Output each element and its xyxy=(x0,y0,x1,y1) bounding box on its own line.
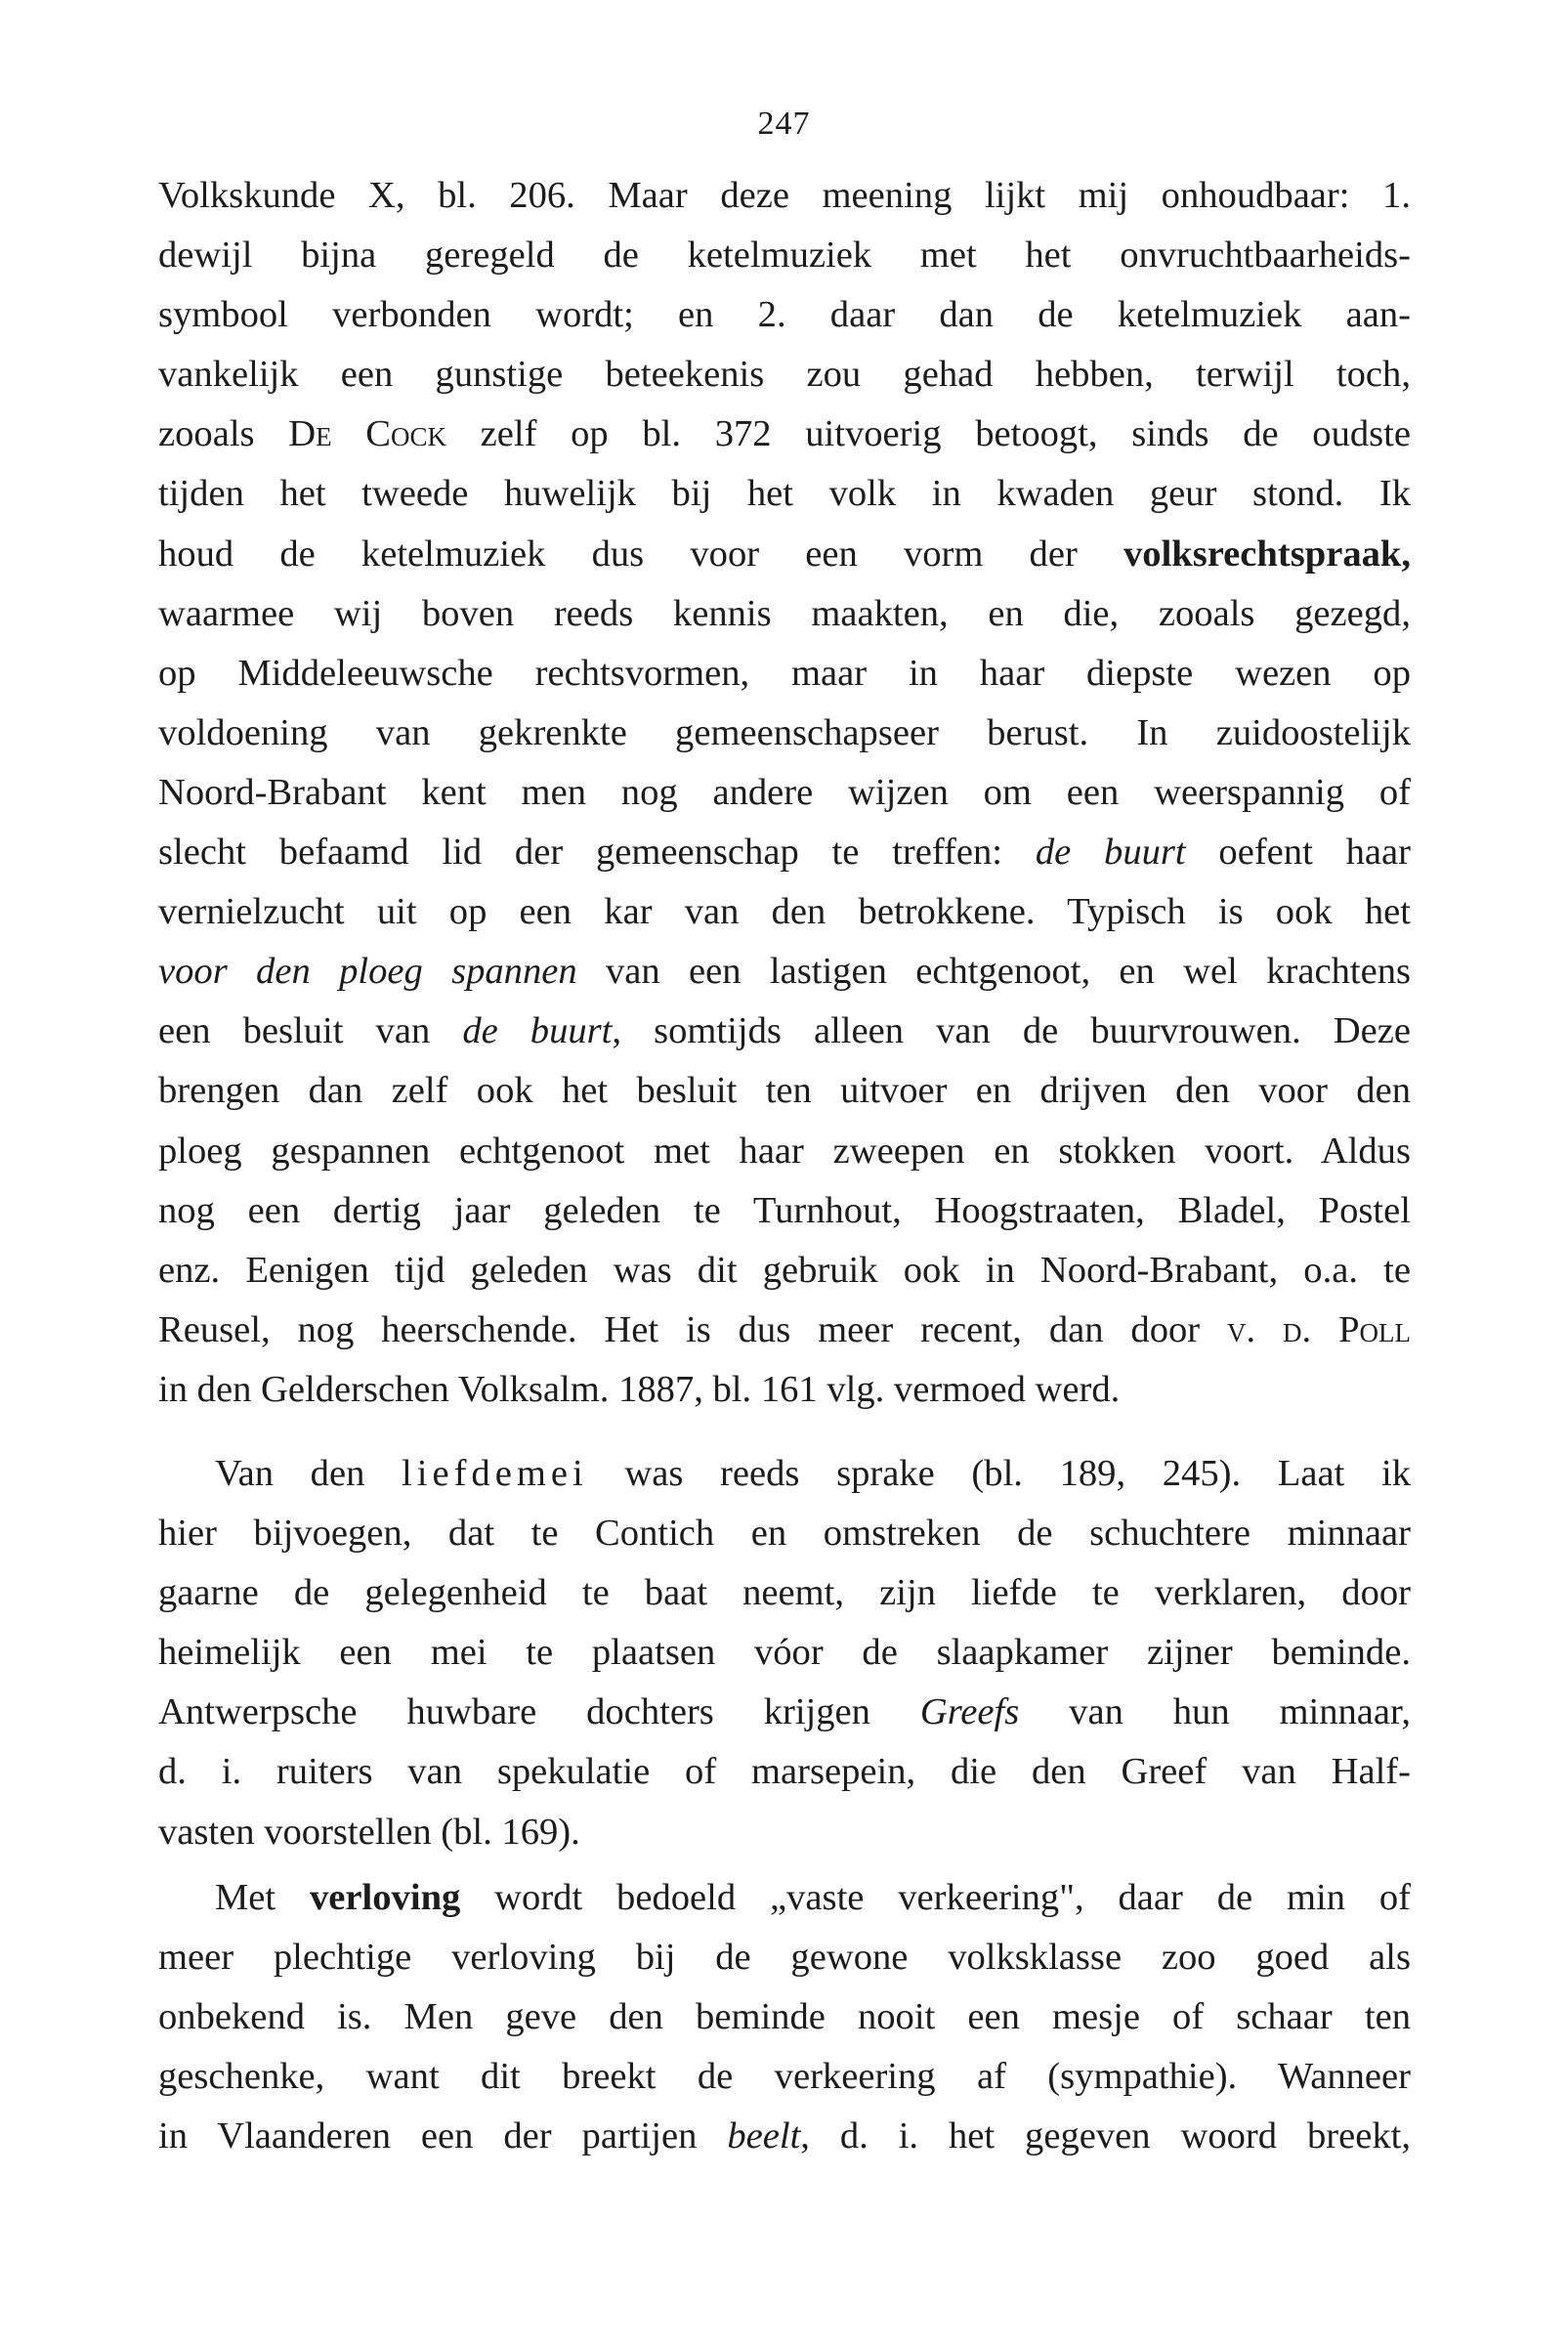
text-line: Antwerpsche huwbare dochters krijgen Greefs van hun minnaar, xyxy=(158,1691,1411,1733)
text-line: Reusel, nog heerschende. Het is dus meer recent, dan door v. d. Poll xyxy=(158,1308,1412,1350)
text-line: in Vlaanderen een der partijen beelt, d. i. het gegeven woord breekt, xyxy=(158,2115,1412,2157)
text-line: dewijl bijna geregeld de ketelmuziek met het onvruchtbaarheids- xyxy=(158,235,1411,277)
text-line: vernielzucht uit op een kar van den betrokkene. Typisch is ook het xyxy=(158,891,1411,933)
paragraph-1 xyxy=(158,166,1411,1420)
text-line: onbekend is. Men geve den beminde nooit een mesje of schaar ten xyxy=(158,1996,1411,2038)
text-line: voor den ploeg spannen van een lastigen echtgenoot, en wel krachtens xyxy=(158,951,1412,993)
text-line: d. i. ruiters van spekulatie of marsepein, die den Greef van Half- xyxy=(158,1751,1411,1793)
text-line: nog een dertig jaar geleden te Turnhout, Hoogstraaten, Bladel, Postel xyxy=(158,1189,1411,1231)
text-line: zooals De Cock zelf op bl. 372 uitvoerig betoogt, sinds de oudste xyxy=(158,413,1412,455)
text-line: brengen dan zelf ook het besluit ten uitvoer en drijven den voor den xyxy=(158,1070,1411,1112)
text-line: in den Gelderschen Volksalm. 1887, bl. 161 vlg. vermoed werd. xyxy=(158,1368,1121,1410)
paragraph-3 xyxy=(158,1868,1411,2166)
italic-term: de buurt xyxy=(462,1010,613,1052)
bold-term: verloving xyxy=(310,1877,461,1918)
text-line: op Middeleeuwsche rechtsvormen, maar in haar diepste wezen op xyxy=(158,652,1411,694)
text-line: Volkskunde X, bl. 206. Maar deze meening lijkt mij onhoudbaar: 1. xyxy=(158,175,1411,216)
text-line: heimelijk een mei te plaatsen vóor de slaapkamer zijner beminde. xyxy=(158,1632,1411,1674)
text-line: vankelijk een gunstige beteekenis zou gehad hebben, terwijl toch, xyxy=(158,354,1411,396)
text-line: symbool verbonden wordt; en 2. daar dan de ketelmuziek aan- xyxy=(158,294,1411,336)
page-number: 247 xyxy=(757,106,811,142)
author-name: v. d. Poll xyxy=(1227,1308,1412,1350)
text-line: Met verloving wordt bedoeld „vaste verkeering", daar de min of xyxy=(215,1877,1411,1918)
bold-term: volksrechtspraak, xyxy=(1123,533,1411,575)
text-line: vasten voorstellen (bl. 169). xyxy=(158,1811,580,1853)
text-line: hier bijvoegen, dat te Contich en omstreken de schuchtere minnaar xyxy=(158,1513,1411,1555)
text-line: ploeg gespannen echtgenoot met haar zweepen en stokken voort. Aldus xyxy=(158,1130,1411,1172)
paragraph-2 xyxy=(158,1444,1411,1862)
text-line: tijden het tweede huwelijk bij het volk in kwaden geur stond. Ik xyxy=(158,473,1411,515)
italic-term: beelt xyxy=(727,2115,801,2157)
text-line: gaarne de gelegenheid te baat neemt, zijn liefde te verklaren, door xyxy=(158,1572,1411,1614)
text-line: voldoening van gekrenkte gemeenschapseer berust. In zuidoostelijk xyxy=(158,711,1411,753)
text-line: slecht befaamd lid der gemeenschap te treffen: de buurt oefent haar xyxy=(158,832,1411,874)
text-line: waarmee wij boven reeds kennis maakten, en die, zooals gezegd, xyxy=(158,592,1411,634)
text-line: geschenke, want dit breekt de verkeering af (sympathie). Wanneer xyxy=(158,2056,1411,2098)
author-name: De Cock xyxy=(288,413,446,455)
italic-term: voor den ploeg spannen xyxy=(158,951,577,993)
text-line: Van den liefdemei was reeds sprake (bl. 189, 245). Laat ik xyxy=(215,1453,1411,1494)
italic-term: Greefs xyxy=(919,1691,1020,1733)
spaced-term: liefdemei xyxy=(402,1453,588,1494)
text-line: een besluit van de buurt, somtijds alleen van de buurvrouwen. Deze xyxy=(158,1010,1412,1052)
italic-term: de buurt xyxy=(1035,832,1186,874)
text-line: Noord-Brabant kent men nog andere wijzen om een weerspannig of xyxy=(158,771,1411,813)
text-line: enz. Eenigen tijd geleden was dit gebruik ook in Noord-Brabant, o.a. te xyxy=(158,1249,1411,1291)
text-line: meer plechtige verloving bij de gewone volksklasse zoo goed als xyxy=(158,1937,1411,1979)
text-line: houd de ketelmuziek dus voor een vorm der volksrechtspraak, xyxy=(158,533,1411,575)
